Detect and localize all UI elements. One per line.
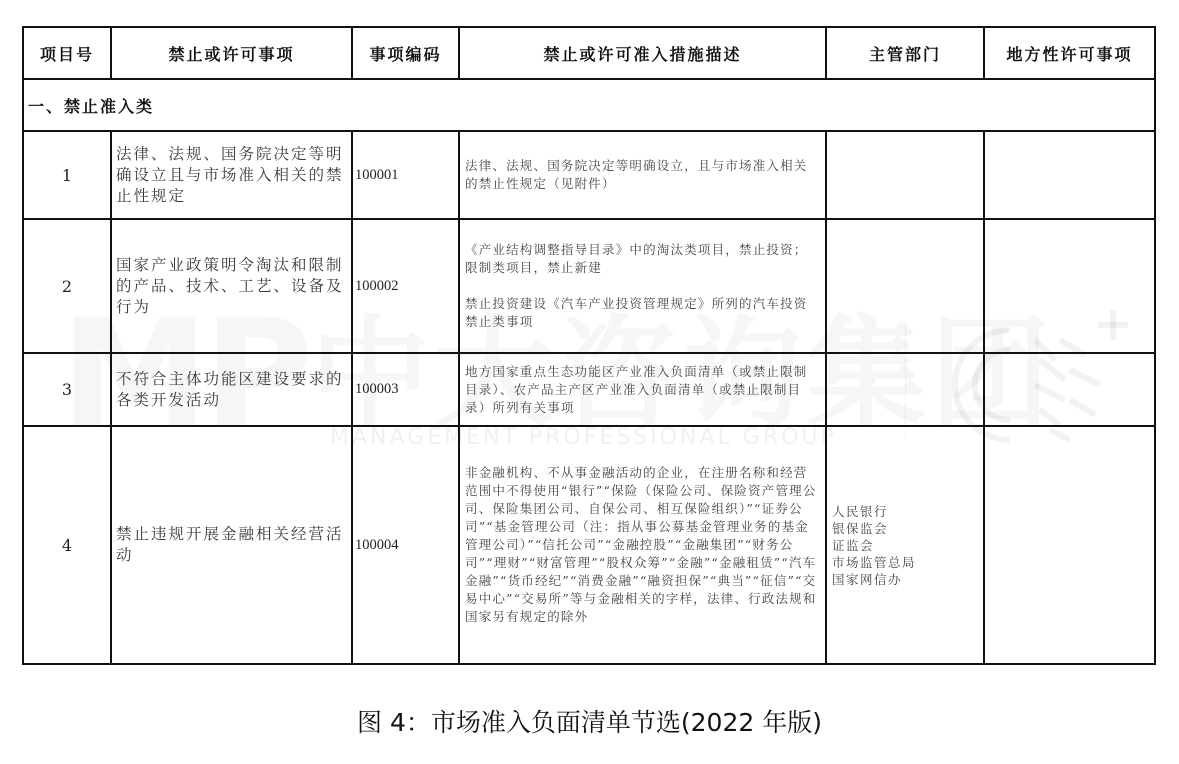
figure-caption: 图 4：市场准入负面清单节选(2022 年版) bbox=[357, 708, 822, 737]
row-department bbox=[826, 353, 984, 426]
row-number: 3 bbox=[23, 353, 111, 426]
row-description bbox=[459, 426, 826, 664]
row-item: 法律、法规、国务院决定等明确设立且与市场准入相关的禁止性规定 bbox=[111, 131, 352, 219]
row-code: 100002 bbox=[352, 219, 459, 353]
row-department bbox=[826, 131, 984, 219]
section-title: 一、禁止准入类 bbox=[23, 79, 1155, 131]
description-paragraph: 非金融机构、不从事金融活动的企业，在注册名称和经营范围中不得使用“银行”“保险（保险公司、保险资产管理公司、保险集团公司、自保公司、相互保险组织）”“证券公司”“基金管理公司（注：指从事公募基金管理业务的基金管理公司）”“信托公司”“金融控股”“金融集团”“财务公司”“理财”“财富管理”“股权众筹”“金融”“金融租赁”“汽车金融”“货币经纪”“消费金融”“融资担保”“典当”“征信”“交易中心”“交易所”等与金融相关的字样，法律、行政法规和国家另有规定的除外 bbox=[465, 465, 817, 624]
section-row bbox=[23, 79, 1155, 131]
header-item: 禁止或许可事项 bbox=[111, 27, 352, 79]
negative-list-table bbox=[22, 26, 1156, 665]
header-department: 主管部门 bbox=[826, 27, 984, 79]
description-paragraph: 地方国家重点生态功能区产业准入负面清单（或禁止限制目录）、农产品主产区产业准入负面清单（或禁止限制目录）所列有关事项 bbox=[465, 363, 808, 415]
row-department bbox=[826, 426, 984, 664]
row-description bbox=[459, 131, 826, 219]
header-local: 地方性许可事项 bbox=[984, 27, 1155, 79]
row-local bbox=[984, 131, 1155, 219]
header-description: 禁止或许可准入措施描述 bbox=[459, 27, 826, 79]
row-item: 不符合主体功能区建设要求的各类开发活动 bbox=[111, 353, 352, 426]
department-name: 银保监会 bbox=[832, 520, 889, 536]
row-local bbox=[984, 353, 1155, 426]
row-number: 1 bbox=[23, 131, 111, 219]
row-description bbox=[459, 219, 826, 353]
row-local bbox=[984, 426, 1155, 664]
row-code: 100004 bbox=[352, 426, 459, 664]
header-code: 事项编码 bbox=[352, 27, 459, 79]
header-item-no: 项目号 bbox=[23, 27, 111, 79]
row-code: 100003 bbox=[352, 353, 459, 426]
description-paragraph: 《产业结构调整指导目录》中的淘汰类项目，禁止投资；限制类项目，禁止新建 bbox=[465, 242, 808, 275]
row-department bbox=[826, 219, 984, 353]
row-code: 100001 bbox=[352, 131, 459, 219]
department-name: 证监会 bbox=[832, 537, 875, 553]
row-description bbox=[459, 353, 826, 426]
row-local bbox=[984, 219, 1155, 353]
department-name: 人民银行 bbox=[832, 503, 889, 519]
department-name: 国家网信办 bbox=[832, 571, 903, 587]
description-paragraph: 法律、法规、国务院决定等明确设立，且与市场准入相关的禁止性规定（见附件） bbox=[465, 158, 808, 191]
table-row bbox=[23, 219, 1155, 353]
row-number: 4 bbox=[23, 426, 111, 664]
row-number: 2 bbox=[23, 219, 111, 353]
watermark-english-name: MANAGEMENT PROFESSIONAL GROUP bbox=[330, 425, 837, 450]
description-paragraph: 禁止投资建设《汽车产业投资管理规定》所列的汽车投资禁止类事项 bbox=[465, 296, 808, 329]
table-row bbox=[23, 426, 1155, 664]
row-item: 禁止违规开展金融相关经营活动 bbox=[111, 426, 352, 664]
table-header-row bbox=[23, 27, 1155, 79]
row-item: 国家产业政策明令淘汰和限制的产品、技术、工艺、设备及行为 bbox=[111, 219, 352, 353]
table-row bbox=[23, 131, 1155, 219]
table-row bbox=[23, 353, 1155, 426]
department-name: 市场监管总局 bbox=[832, 554, 917, 570]
